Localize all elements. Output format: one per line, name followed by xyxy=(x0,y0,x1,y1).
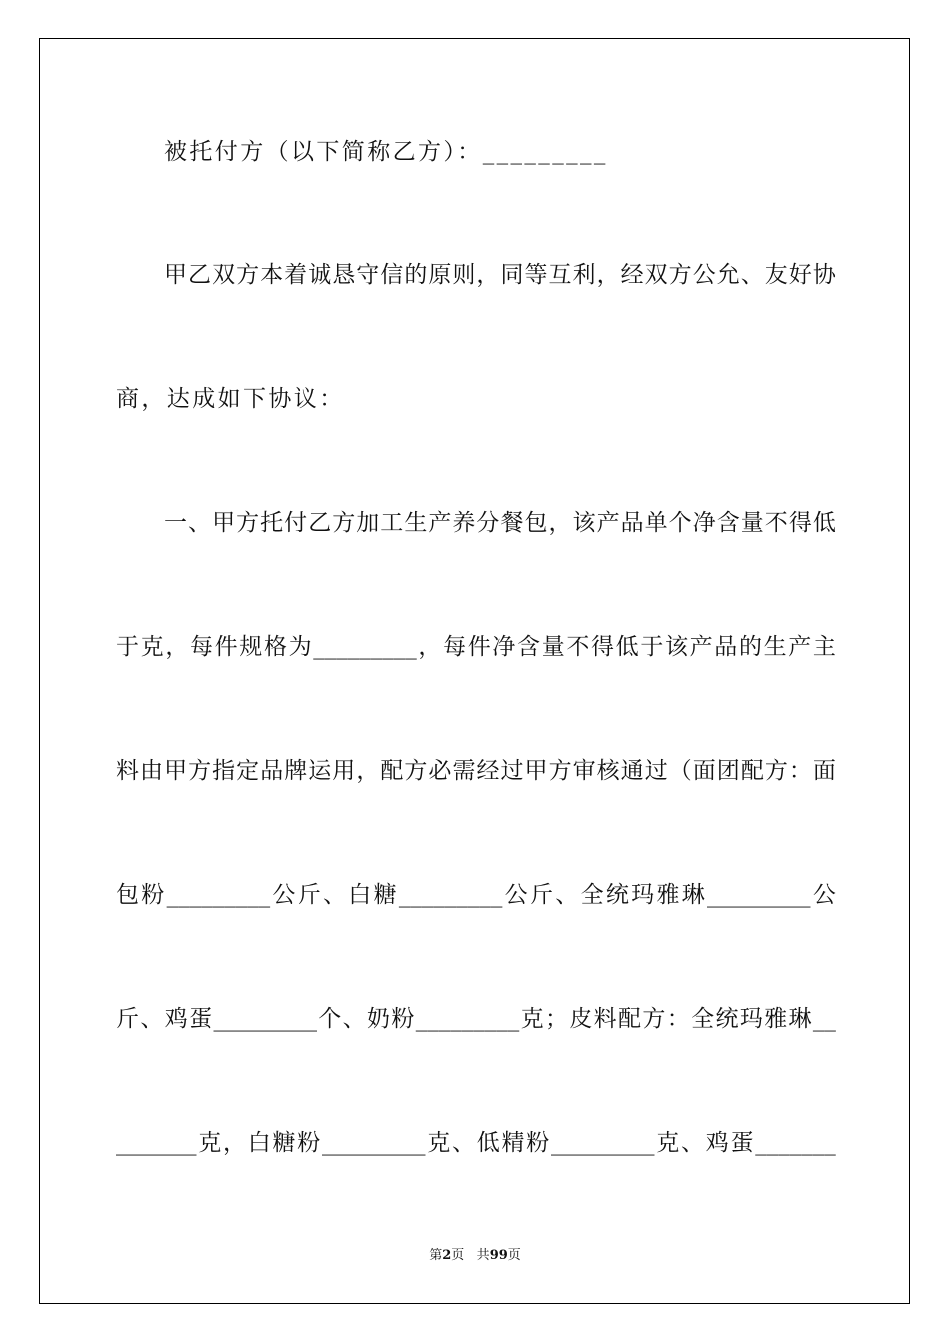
text-char: 蛋 xyxy=(730,1130,754,1156)
text-char: 统 xyxy=(715,1006,739,1032)
text-char: 个 xyxy=(318,1006,342,1032)
text-char: 面 xyxy=(692,758,716,784)
text-char: 量 xyxy=(541,634,565,660)
blank-field: _______ xyxy=(755,1130,836,1156)
text-char: 、 xyxy=(555,882,579,908)
text-char: 雅 xyxy=(764,1006,788,1032)
text-char: 单 xyxy=(644,510,668,536)
text-line-4 xyxy=(164,505,836,541)
text-char: 餐 xyxy=(500,510,524,536)
text-char: 蛋 xyxy=(189,1006,213,1032)
text-char: 友 xyxy=(764,262,788,288)
text-char: 低 xyxy=(812,510,836,536)
text-char: 方 xyxy=(548,758,572,784)
text-char: 全 xyxy=(691,1006,715,1032)
text-char: 克 xyxy=(427,1130,451,1156)
text-char: 甲 xyxy=(524,758,548,784)
text-char: 牌 xyxy=(284,758,308,784)
text-char: 琳 xyxy=(681,882,705,908)
blank-field: _________ xyxy=(166,882,271,908)
text-char: 过 xyxy=(500,758,524,784)
text-char: 雅 xyxy=(656,882,680,908)
text-char: 斤 xyxy=(297,882,321,908)
text-char: 奶 xyxy=(367,1006,391,1032)
text-char: 诚 xyxy=(308,262,332,288)
blank-field: _________ xyxy=(415,1006,520,1032)
text-char: 公 xyxy=(504,882,528,908)
text-char: 得 xyxy=(591,634,614,660)
text-char: 生 xyxy=(404,510,428,536)
text-char: 甲 xyxy=(164,262,187,288)
page-footer xyxy=(0,1246,950,1266)
text-char: 糖 xyxy=(373,882,397,908)
text-char: 方 xyxy=(332,510,356,536)
text-char: 方 xyxy=(764,758,788,784)
text-char: 该 xyxy=(664,634,688,660)
text-char: 件 xyxy=(467,634,491,660)
text-char: 允 xyxy=(716,262,740,288)
text-char: 方 xyxy=(404,758,428,784)
text-char: 含 xyxy=(517,634,541,660)
text-char: 净 xyxy=(692,510,716,536)
text-char: 低 xyxy=(476,1130,500,1156)
text-char: 产 xyxy=(788,634,812,660)
text-char: ： xyxy=(666,1006,690,1032)
text-char: ， xyxy=(476,262,500,288)
text-char: 核 xyxy=(596,758,620,784)
text-char: 粉 xyxy=(141,882,165,908)
text-char: 规 xyxy=(239,634,263,660)
text-char: 运 xyxy=(308,758,332,784)
text-char: 料 xyxy=(116,758,139,784)
text-char: 产 xyxy=(596,510,620,536)
text-char: 原 xyxy=(428,262,452,288)
text-char: ， xyxy=(223,1130,246,1156)
text-char: 审 xyxy=(572,758,596,784)
text-char: 白 xyxy=(247,1130,271,1156)
text-char: 公 xyxy=(272,882,296,908)
text-char: 量 xyxy=(740,510,764,536)
text-char: 糖 xyxy=(272,1130,296,1156)
text-char: 恳 xyxy=(332,262,356,288)
text-char: ， xyxy=(356,758,380,784)
blank-field: _________ xyxy=(707,882,811,908)
text-char: 、 xyxy=(322,882,346,908)
text-char: 乙 xyxy=(188,262,212,288)
text-char: 包 xyxy=(524,510,548,536)
text-char: 品 xyxy=(620,510,644,536)
text-char: ， xyxy=(418,634,442,660)
footer-prefix: 第 xyxy=(429,1248,443,1263)
text-line-2 xyxy=(164,257,836,293)
text-char: 琳 xyxy=(788,1006,812,1032)
text-char: ， xyxy=(165,634,189,660)
text-char: 品 xyxy=(714,634,738,660)
text-char: 不 xyxy=(566,634,590,660)
text-char: 经 xyxy=(620,262,644,288)
text-char: 本 xyxy=(260,262,284,288)
text-char: 守 xyxy=(356,262,380,288)
text-char: 全 xyxy=(580,882,604,908)
footer-total-prefix: 共 xyxy=(476,1248,490,1263)
text-char: 一 xyxy=(164,510,187,536)
text-char: 含 xyxy=(716,510,740,536)
text-char: 、 xyxy=(681,1130,704,1156)
text-char: 克 xyxy=(656,1130,680,1156)
text-char: 双 xyxy=(212,262,236,288)
text-char: 好 xyxy=(788,262,812,288)
text-char: 甲 xyxy=(212,510,236,536)
text-char: 则 xyxy=(452,262,476,288)
text-char: 配 xyxy=(380,758,404,784)
text-char: 包 xyxy=(116,882,139,908)
text-char: 该 xyxy=(572,510,596,536)
text-char: 公 xyxy=(812,882,836,908)
text-char: 不 xyxy=(764,510,788,536)
blank-field: _________ xyxy=(213,1006,317,1032)
text-char: （ xyxy=(668,758,692,784)
text-char: 分 xyxy=(476,510,500,536)
text-char: 主 xyxy=(812,634,836,660)
text-char: 产 xyxy=(689,634,713,660)
text-char: 信 xyxy=(380,262,404,288)
text-char: 定 xyxy=(236,758,260,784)
text-char: 同 xyxy=(500,262,524,288)
text-char: 克 xyxy=(140,634,164,660)
text-char: 双 xyxy=(644,262,668,288)
text-char: 需 xyxy=(452,758,476,784)
text-char: 于 xyxy=(116,634,139,660)
blank-field: __ xyxy=(812,1006,836,1032)
text-char: 付 xyxy=(284,510,308,536)
text-char: 公 xyxy=(692,262,716,288)
text-char: 、 xyxy=(452,1130,475,1156)
text-char: 得 xyxy=(788,510,812,536)
text-char: 养 xyxy=(452,510,476,536)
blank-field: _________ xyxy=(313,634,417,660)
text-char: 、 xyxy=(740,262,764,288)
text-line-9 xyxy=(116,1125,836,1161)
text-char: 、 xyxy=(140,1006,164,1032)
text-char: 经 xyxy=(476,758,500,784)
text-char: 方 xyxy=(236,510,260,536)
text-char: 粉 xyxy=(297,1130,321,1156)
text-char: 斤 xyxy=(529,882,553,908)
text-char: 通 xyxy=(620,758,644,784)
text-char: 方 xyxy=(668,262,692,288)
blank-field: _________ xyxy=(322,1130,426,1156)
footer-page-suffix: 页 xyxy=(451,1248,465,1263)
text-char: 精 xyxy=(501,1130,525,1156)
text-char: 鸡 xyxy=(705,1130,729,1156)
text-char: 工 xyxy=(380,510,404,536)
text-char: 料 xyxy=(593,1006,617,1032)
text-char: 克 xyxy=(520,1006,544,1032)
text-line-7 xyxy=(116,877,836,913)
footer-total-pages: 99 xyxy=(489,1248,508,1263)
text-char: 每 xyxy=(443,634,467,660)
text-char: 甲 xyxy=(164,758,188,784)
text-line-1: 被托付方（以下简称乙方）：_________ xyxy=(164,139,608,165)
document-page xyxy=(39,38,910,1304)
text-line-3: 商，达成如下协议： xyxy=(116,386,345,412)
text-char: 于 xyxy=(640,634,664,660)
text-char: 用 xyxy=(332,758,356,784)
text-char: 互 xyxy=(548,262,572,288)
text-char: 净 xyxy=(492,634,516,660)
text-char: 指 xyxy=(212,758,236,784)
text-line-8 xyxy=(116,1001,836,1037)
text-char: 等 xyxy=(524,262,548,288)
footer-total-suffix: 页 xyxy=(507,1248,521,1263)
text-char: 白 xyxy=(348,882,372,908)
text-char: 克 xyxy=(198,1130,222,1156)
text-char: 托 xyxy=(260,510,284,536)
text-char: 玛 xyxy=(631,882,655,908)
text-char: 利 xyxy=(572,262,596,288)
text-char: 粉 xyxy=(391,1006,415,1032)
text-line-5 xyxy=(116,629,836,665)
blank-field: _________ xyxy=(398,882,503,908)
text-char: 配 xyxy=(618,1006,642,1032)
text-char: 的 xyxy=(404,262,428,288)
blank-field: _________ xyxy=(551,1130,655,1156)
text-char: 格 xyxy=(263,634,287,660)
text-char: 皮 xyxy=(569,1006,593,1032)
footer-page-number: 2 xyxy=(442,1248,452,1263)
text-char: 团 xyxy=(716,758,740,784)
text-char: 鸡 xyxy=(164,1006,188,1032)
text-char: 生 xyxy=(763,634,787,660)
text-char: 加 xyxy=(356,510,380,536)
text-char: 由 xyxy=(140,758,164,784)
text-char: ， xyxy=(596,262,620,288)
text-char: 方 xyxy=(188,758,212,784)
text-char: 产 xyxy=(428,510,452,536)
text-char: 过 xyxy=(644,758,668,784)
text-char: ： xyxy=(788,758,812,784)
text-char: 件 xyxy=(214,634,238,660)
text-char: 玛 xyxy=(739,1006,763,1032)
text-char: 、 xyxy=(188,510,212,536)
text-char: 方 xyxy=(642,1006,666,1032)
text-char: 着 xyxy=(284,262,308,288)
text-char: 协 xyxy=(812,262,836,288)
text-char: 为 xyxy=(288,634,312,660)
text-char: 个 xyxy=(668,510,692,536)
text-char: 斤 xyxy=(116,1006,139,1032)
text-char: 方 xyxy=(236,262,260,288)
text-char: 低 xyxy=(615,634,639,660)
text-char: 粉 xyxy=(526,1130,550,1156)
text-char: 的 xyxy=(738,634,762,660)
text-char: ， xyxy=(548,510,572,536)
text-char: 、 xyxy=(342,1006,366,1032)
text-char: 每 xyxy=(189,634,213,660)
text-char: ； xyxy=(544,1006,568,1032)
text-char: 品 xyxy=(260,758,284,784)
text-char: 必 xyxy=(428,758,452,784)
text-char: 统 xyxy=(605,882,629,908)
text-char: 乙 xyxy=(308,510,332,536)
text-char: 面 xyxy=(812,758,836,784)
blank-field: _______ xyxy=(116,1130,197,1156)
text-char: 配 xyxy=(740,758,764,784)
text-line-6 xyxy=(116,753,836,789)
